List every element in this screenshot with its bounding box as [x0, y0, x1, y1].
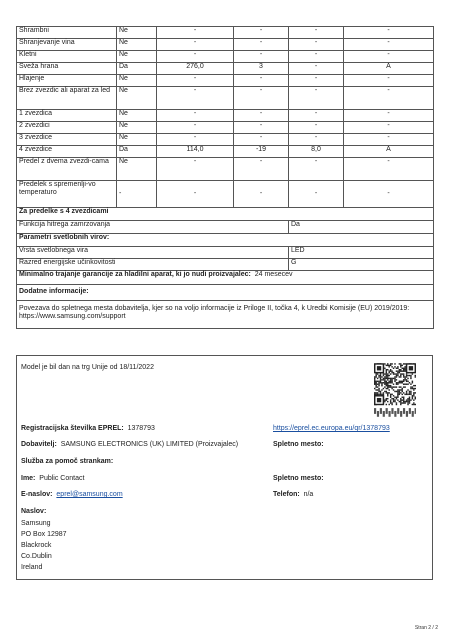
compartment-power: -: [289, 158, 344, 181]
compartment-name: 2 zvezdici: [17, 122, 117, 134]
compartment-present: Ne: [117, 27, 157, 39]
compartment-volume: -: [157, 27, 234, 39]
guarantee-label: Minimalno trajanje garancije za hladilni aparat, ki jo nudi proizvajalec:: [19, 271, 251, 278]
compartment-present: Ne: [117, 87, 157, 110]
compartment-power: -: [289, 63, 344, 75]
compartment-volume: 114,0: [157, 146, 234, 158]
web2-label: Spletno mesto:: [273, 475, 324, 482]
compartment-cls: -: [344, 181, 434, 208]
guarantee-cell: [17, 271, 434, 285]
compartment-volume: -: [157, 87, 234, 110]
compartment-row: [17, 122, 434, 134]
compartment-volume: -: [157, 39, 234, 51]
compartment-present: Ne: [117, 75, 157, 87]
compartment-name: Hlajenje: [17, 75, 117, 87]
compartment-cls: -: [344, 110, 434, 122]
compartment-temp: 3: [234, 63, 289, 75]
four-star-heading: Za predelke s 4 zvezdicami: [17, 208, 434, 221]
address-line: PO Box 12987: [21, 531, 67, 538]
guarantee-value: 24 mesecev: [254, 271, 293, 278]
compartment-name: Sveža hrana: [17, 63, 117, 75]
compartment-present: Ne: [117, 110, 157, 122]
compartment-power: -: [289, 39, 344, 51]
compartment-power: -: [289, 181, 344, 208]
compartment-volume: -: [157, 75, 234, 87]
compartment-name: 4 zvezdice: [17, 146, 117, 158]
compartment-cls: -: [344, 87, 434, 110]
extra-heading-row: [17, 285, 434, 301]
compartment-name: Brez zvezdic ali aparat za led: [17, 87, 117, 110]
compartment-power: -: [289, 75, 344, 87]
phone-label: Telefon:: [273, 491, 300, 498]
page-number: Stran 2 / 2: [414, 625, 438, 631]
compartment-volume: -: [157, 158, 234, 181]
compartment-cls: -: [344, 75, 434, 87]
compartment-row: [17, 181, 434, 208]
compartment-temp: -: [234, 110, 289, 122]
compartment-power: -: [289, 110, 344, 122]
contact-name-line: [21, 475, 84, 483]
guarantee-row: [17, 271, 434, 285]
compartment-present: Ne: [117, 134, 157, 146]
light-class-row: [17, 259, 434, 271]
compartment-power: -: [289, 51, 344, 63]
compartment-table-body: [17, 27, 434, 208]
email-line: [21, 491, 123, 499]
compartment-name: Shranjevanje vina: [17, 39, 117, 51]
compartment-temp: -: [234, 158, 289, 181]
extra-text: Povezava do spletnega mesta dobavitelja, kjer so na voljo informacije iz Priloge II, točka 4, k Uredbi Komisije (EU) 2019/2019: https://www.samsung.com/support: [17, 301, 434, 329]
supplier-name: SAMSUNG ELECTRONICS (UK) LIMITED (Proizvajalec): [60, 441, 239, 448]
compartment-row: [17, 51, 434, 63]
compartment-row: [17, 75, 434, 87]
compartment-cls: A: [344, 146, 434, 158]
compartment-present: Da: [117, 146, 157, 158]
compartment-present: Da: [117, 63, 157, 75]
eprel-number: 1378793: [127, 425, 155, 432]
compartment-volume: -: [157, 134, 234, 146]
compartment-cls: -: [344, 39, 434, 51]
light-class-label: Razred energijske učinkovitosti: [17, 259, 289, 271]
compartment-temp: -: [234, 87, 289, 110]
light-class-value: G: [289, 259, 434, 271]
compartment-temp: -: [234, 27, 289, 39]
supplier-label: Dobavitelj:: [21, 441, 57, 448]
compartment-power: -: [289, 27, 344, 39]
compartment-temp: -: [234, 122, 289, 134]
compartment-present: Ne: [117, 158, 157, 181]
phone-line: [273, 491, 313, 499]
compartment-temp: -: [234, 39, 289, 51]
eprel-label: Registracijska številka EPREL:: [21, 425, 124, 432]
compartment-row: [17, 134, 434, 146]
phone-value: n/a: [303, 491, 314, 498]
compartment-name: Predel z dvema zvezdi-cama: [17, 158, 117, 181]
contact-name-value: Public Contact: [39, 475, 85, 482]
fast-freeze-row: [17, 221, 434, 234]
compartment-volume: -: [157, 122, 234, 134]
email-link[interactable]: eprel@samsung.com: [56, 491, 123, 498]
compartment-present: Ne: [117, 51, 157, 63]
compartment-temp: -19: [234, 146, 289, 158]
compartment-row: [17, 110, 434, 122]
address-line: Co.Dublin: [21, 553, 52, 560]
compartment-cls: A: [344, 63, 434, 75]
fast-freeze-label: Funkcija hitrega zamrzovanja: [17, 221, 289, 234]
light-type-label: Vrsta svetlobnega vira: [17, 247, 289, 259]
compartment-cls: -: [344, 122, 434, 134]
compartment-table: [16, 26, 434, 329]
compartment-power: -: [289, 134, 344, 146]
compartment-power: -: [289, 122, 344, 134]
light-type-row: [17, 247, 434, 259]
extra-text-row: [17, 301, 434, 329]
compartment-cls: -: [344, 134, 434, 146]
supplier-box: [16, 355, 433, 580]
compartment-volume: -: [157, 181, 234, 208]
compartment-power: -: [289, 87, 344, 110]
extra-heading: Dodatne informacije:: [17, 285, 434, 301]
compartment-row: [17, 146, 434, 158]
compartment-row: [17, 27, 434, 39]
compartment-row: [17, 63, 434, 75]
compartment-name: Predelek s spremenlji-vo temperaturo: [17, 181, 117, 208]
compartment-temp: -: [234, 51, 289, 63]
fast-freeze-value: Da: [289, 221, 434, 234]
address-block: [21, 518, 67, 573]
eprel-link[interactable]: https://eprel.ec.europa.eu/qr/1378793: [273, 425, 390, 432]
light-heading-row: [17, 234, 434, 247]
compartment-name: 1 zvezdica: [17, 110, 117, 122]
supplier-web-label: Spletno mesto:: [273, 441, 324, 448]
eprel-line: [21, 425, 155, 433]
compartment-temp: -: [234, 181, 289, 208]
four-star-heading-row: [17, 208, 434, 221]
email-label: E-naslov:: [21, 491, 53, 498]
compartment-cls: -: [344, 158, 434, 181]
compartment-volume: 276,0: [157, 63, 234, 75]
compartment-name: Shrambni: [17, 27, 117, 39]
qr-code-icon: [374, 363, 416, 417]
model-date: Model je bil dan na trg Unije od 18/11/2022: [21, 364, 154, 371]
compartment-row: [17, 87, 434, 110]
contact-name-label: Ime:: [21, 475, 36, 482]
address-label: Naslov:: [21, 508, 47, 515]
compartment-cls: -: [344, 27, 434, 39]
compartment-volume: -: [157, 110, 234, 122]
compartment-temp: -: [234, 134, 289, 146]
address-line: Samsung: [21, 520, 51, 527]
compartment-temp: -: [234, 75, 289, 87]
address-line: Ireland: [21, 564, 43, 571]
compartment-volume: -: [157, 51, 234, 63]
address-line: Blackrock: [21, 542, 52, 549]
light-heading: Parametri svetlobnih virov:: [17, 234, 434, 247]
compartment-row: [17, 39, 434, 51]
compartment-cls: -: [344, 51, 434, 63]
compartment-present: Ne: [117, 39, 157, 51]
compartment-row: [17, 158, 434, 181]
compartment-power: 8,0: [289, 146, 344, 158]
light-type-value: LED: [289, 247, 434, 259]
compartment-present: -: [117, 181, 157, 208]
supplier-line: [21, 441, 238, 449]
service-heading: Služba za pomoč strankam:: [21, 458, 114, 465]
compartment-present: Ne: [117, 122, 157, 134]
compartment-name: Kletni: [17, 51, 117, 63]
compartment-name: 3 zvezdice: [17, 134, 117, 146]
